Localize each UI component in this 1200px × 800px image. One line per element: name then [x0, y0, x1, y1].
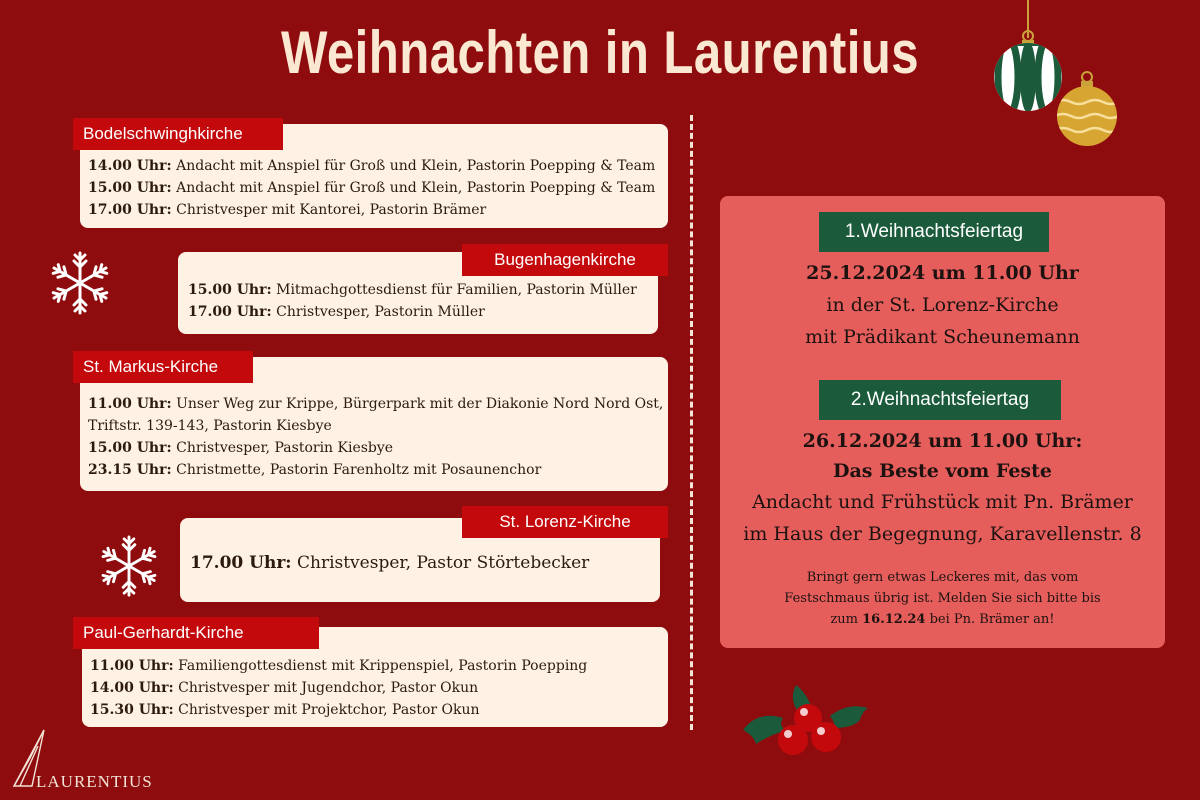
- schedule-line: 14.00 Uhr: Andacht mit Anspiel für Groß und Klein, Pastorin Poepping & Team: [88, 158, 656, 174]
- church-label: Bugenhagenkirche: [462, 244, 668, 276]
- schedule-line: 15.30 Uhr: Christvesper mit Projektchor, Pastor Okun: [90, 702, 480, 718]
- schedule-line: 11.00 Uhr: Unser Weg zur Krippe, Bürgerpark mit der Diakonie Nord Nord Ost,: [88, 396, 664, 412]
- divider: [690, 115, 693, 730]
- holiday1-location: in der St. Lorenz-Kirche: [826, 294, 1059, 316]
- holiday2-note-line: Festschmaus übrig ist. Melden Sie sich bitte bis: [784, 591, 1101, 606]
- holiday-info-box: [720, 196, 1165, 648]
- schedule-line: 23.15 Uhr: Christmette, Pastorin Farenholtz mit Posaunenchor: [88, 462, 542, 478]
- schedule-line: Triftstr. 139-143, Pastorin Kiesbye: [88, 418, 332, 434]
- holiday1-date: 25.12.2024 um 11.00 Uhr: [806, 262, 1079, 284]
- schedule-line: 15.00 Uhr: Andacht mit Anspiel für Groß und Klein, Pastorin Poepping & Team: [88, 180, 656, 196]
- page-title: Weihnachten in Laurentius: [280, 19, 920, 86]
- ornament-gold-icon: [1055, 70, 1125, 150]
- holiday2-date: 26.12.2024 um 11.00 Uhr:: [802, 430, 1083, 452]
- schedule-line: 15.00 Uhr: Mitmachgottesdienst für Familien, Pastorin Müller: [188, 282, 637, 298]
- snowflake-icon: [98, 532, 160, 600]
- church-label: Bodelschwinghkirche: [73, 118, 283, 150]
- holiday2-label: 2.Weihnachtsfeiertag: [819, 380, 1061, 420]
- church-label: Paul-Gerhardt-Kirche: [73, 617, 319, 649]
- church-label: St. Markus-Kirche: [73, 351, 253, 383]
- church-label: St. Lorenz-Kirche: [462, 506, 668, 538]
- holiday2-note-line: Bringt gern etwas Leckeres mit, das vom: [806, 570, 1079, 585]
- holiday2-subtitle: Das Beste vom Feste: [833, 460, 1052, 482]
- holiday2-description: Andacht und Frühstück mit Pn. Brämer: [752, 491, 1133, 513]
- schedule-line: 15.00 Uhr: Christvesper, Pastorin Kiesbye: [88, 440, 394, 456]
- schedule-line: 11.00 Uhr: Familiengottesdienst mit Krippenspiel, Pastorin Poepping: [90, 658, 588, 674]
- logo-text: LAURENTIUS: [36, 772, 153, 791]
- holiday1-label: 1.Weihnachtsfeiertag: [819, 212, 1049, 252]
- schedule-line: 17.00 Uhr: Christvesper, Pastorin Müller: [188, 304, 485, 320]
- holiday2-note-line: zum 16.12.24 bei Pn. Brämer an!: [830, 612, 1055, 627]
- schedule-line: 14.00 Uhr: Christvesper mit Jugendchor, Pastor Okun: [90, 680, 479, 696]
- holiday1-preacher: mit Prädikant Scheunemann: [805, 326, 1080, 348]
- holly-icon: [738, 680, 873, 760]
- signup-deadline: 16.12.24: [862, 612, 926, 627]
- holiday2-address: im Haus der Begegnung, Karavellenstr. 8: [743, 523, 1142, 545]
- snowflake-icon: [48, 248, 112, 318]
- schedule-line: 17.00 Uhr: Christvesper mit Kantorei, Pastorin Brämer: [88, 202, 487, 218]
- schedule-line: 17.00 Uhr: Christvesper, Pastor Störtebecker: [190, 553, 590, 573]
